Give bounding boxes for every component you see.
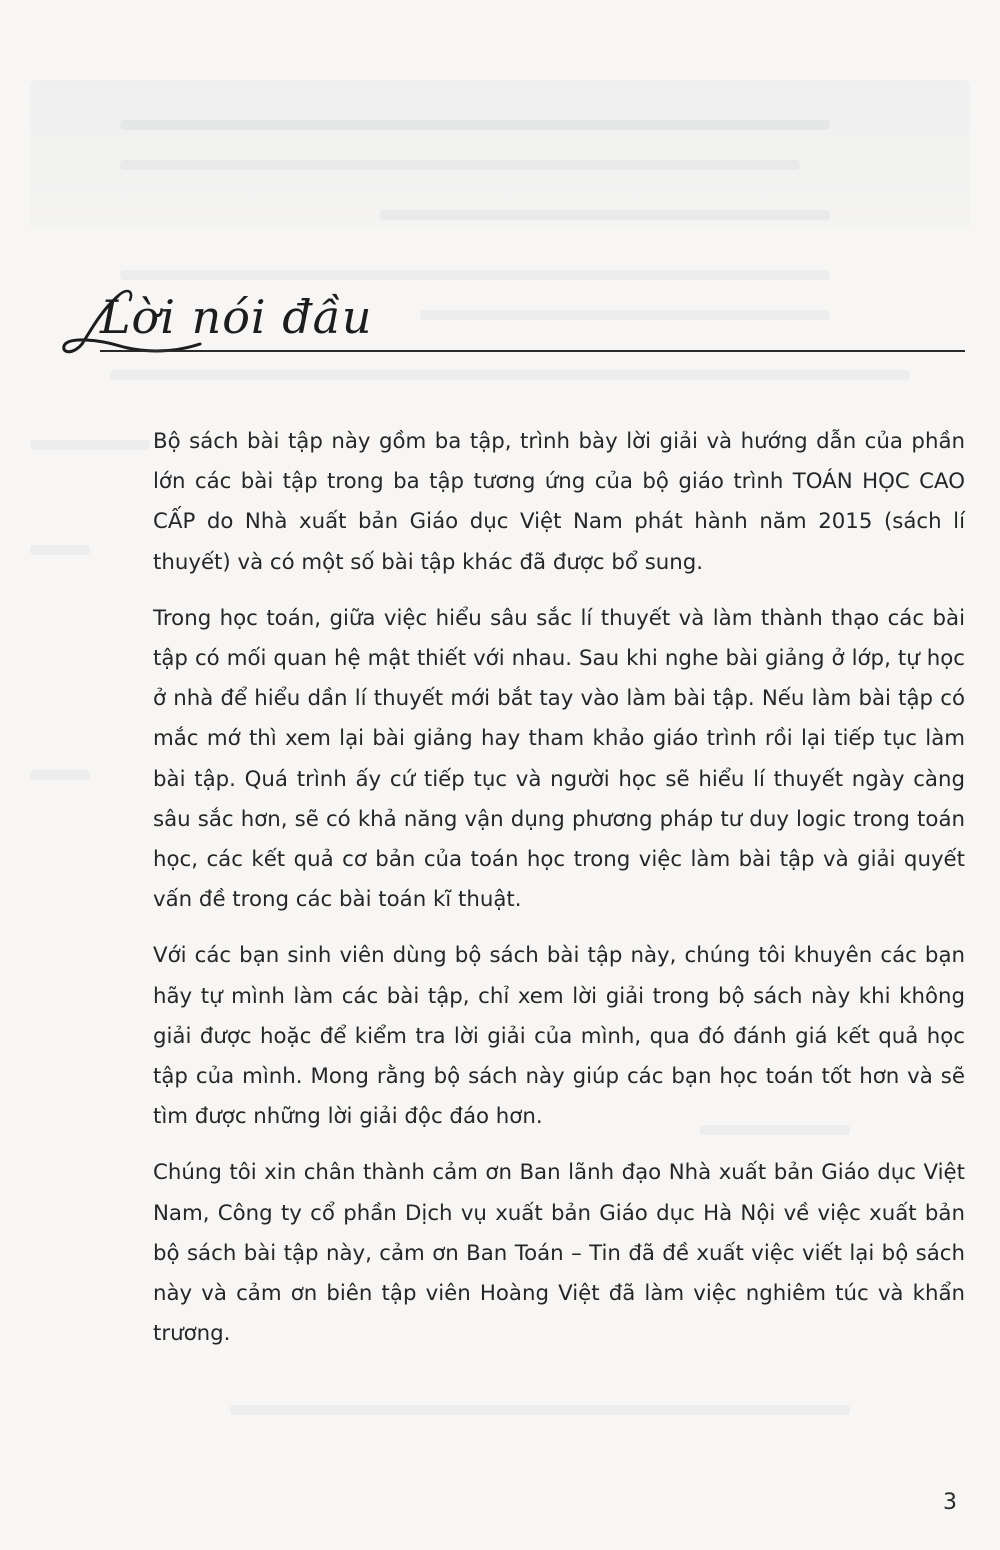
paragraph: Trong học toán, giữa việc hiểu sâu sắc lí thuyết và làm thành thạo các bài tập có mối quan hệ mật thiết với nhau. Sau khi nghe bài giảng ở lớp, tự học ở nhà để hiểu dần lí thuyết mới bắt tay vào làm bài tập. Nếu làm bài tập có mắc mớ thì xem lại bài giảng hay tham khảo giáo trình rồi lại tiếp tục làm bài tập. Quá trình ấy cứ tiếp tục và người học sẽ hiểu lí thuyết ngày càng sâu sắc hơn, sẽ có khả năng vận dụng phương pháp tư duy logic trong toán học, các kết quả cơ bản của toán học trong việc làm bài tập và giải quyết vấn đề trong các bài toán kĩ thuật.: [153, 605, 965, 913]
paragraph: Với các bạn sinh viên dùng bộ sách bài tập này, chúng tôi khuyên các bạn hãy tự mình làm các bài tập, chỉ xem lời giải trong bộ sách này khi không giải được hoặc để kiểm tra lời giải của mình, qua đó đánh giá kết quả học tập của mình. Mong rằng bộ sách này giúp các bạn học toán tốt hơn và sẽ tìm được những lời giải độc đáo hơn.: [153, 943, 965, 1130]
bleed-line: [30, 440, 150, 450]
preface-body: [153, 422, 965, 1370]
paragraph: Bộ sách bài tập này gồm ba tập, trình bày lời giải và hướng dẫn của phần lớn các bài tập trong ba tập tương ứng của bộ giáo trình TOÁN HỌC CAO CẤP do Nhà xuất bản Giáo dục Việt Nam phát hành năm 2015 (sách lí thuyết) và có một số bài tập khác đã được bổ sung.: [153, 429, 965, 575]
bleed-line: [380, 210, 830, 220]
bleed-line: [120, 120, 830, 130]
bleed-line: [120, 160, 800, 170]
paragraph: Chúng tôi xin chân thành cảm ơn Ban lãnh đạo Nhà xuất bản Giáo dục Việt Nam, Công ty cổ phần Dịch vụ xuất bản Giáo dục Hà Nội về việc xuất bản bộ sách bài tập này, cảm ơn Ban Toán – Tin đã đề xuất việc viết lại bộ sách này và cảm ơn biên tập viên Hoàng Việt đã làm việc nghiêm túc và khẩn trương.: [153, 1160, 965, 1347]
bleed-line: [120, 270, 830, 280]
page-title: Lời nói đầu: [100, 290, 373, 344]
bleed-line: [110, 370, 910, 380]
bleed-line: [30, 770, 90, 780]
bleed-line: [230, 1405, 850, 1415]
bleed-line: [30, 545, 90, 555]
title-underline: [100, 350, 965, 352]
bleed-header-band: [30, 80, 970, 230]
page-number: 3: [943, 1490, 957, 1515]
